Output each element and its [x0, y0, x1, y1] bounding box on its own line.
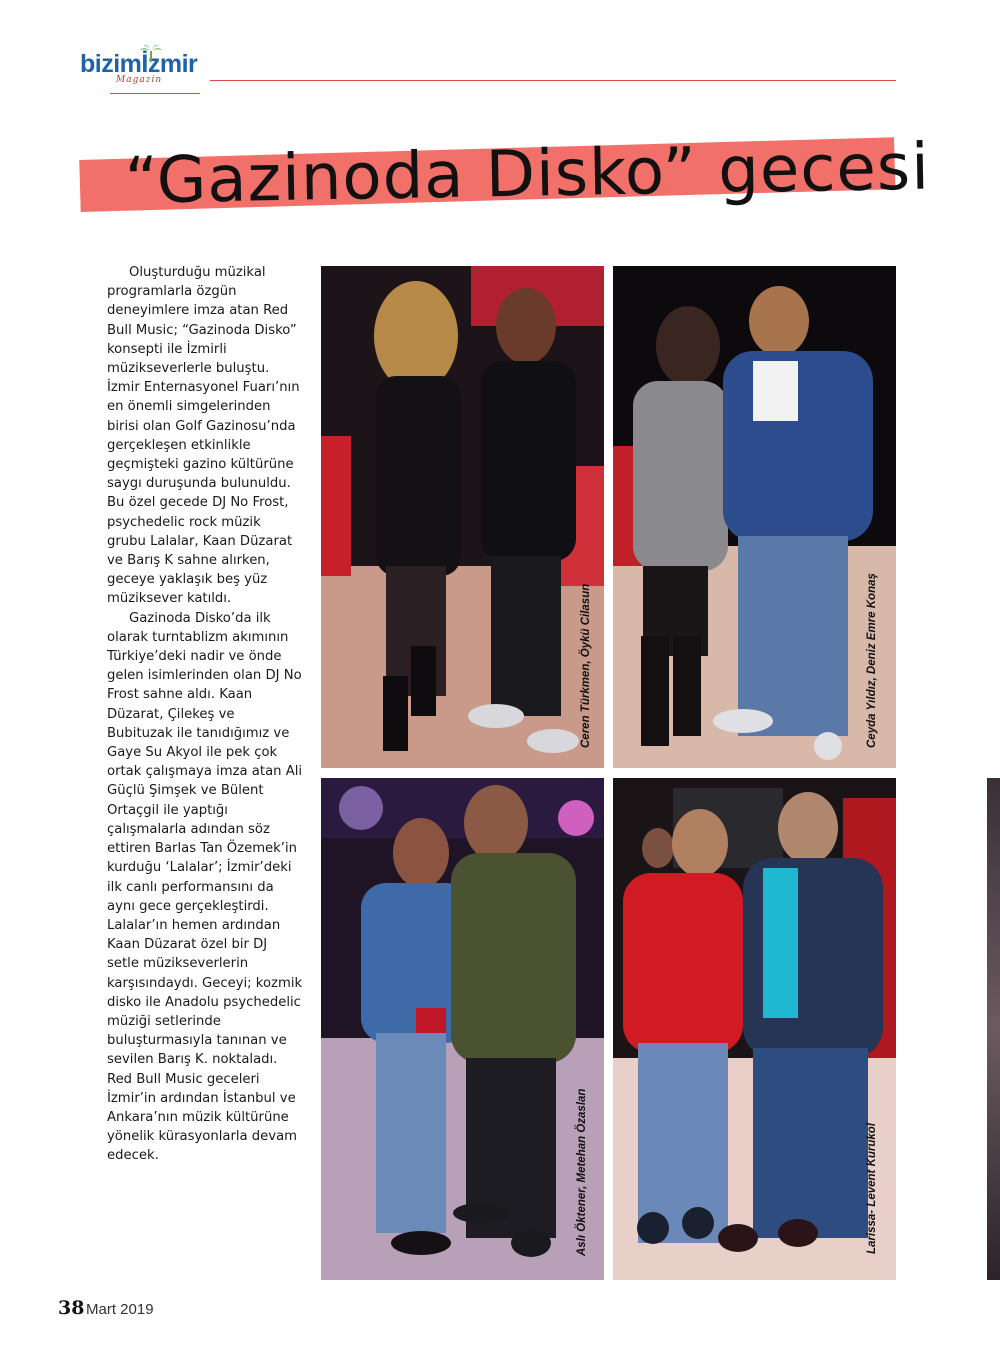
palm-tree-icon	[140, 44, 162, 62]
page-number: 38	[58, 1297, 85, 1319]
photo-caption: Larissa- Levent Kurukol	[866, 1122, 878, 1254]
article-body	[107, 263, 303, 1166]
article-title: “Gazinoda Disko” gecesi	[124, 130, 931, 219]
header-divider	[210, 80, 896, 81]
photo-illustration	[613, 266, 896, 768]
photo-caption: Ceyda Yıldız, Deniz Emre Konaş	[866, 573, 878, 748]
photo-illustration	[613, 778, 896, 1280]
logo-underline	[110, 93, 200, 94]
event-photo-1	[321, 266, 604, 768]
photo-caption: Aslı Öktener, Metehan Özaslan	[576, 1088, 588, 1256]
photo-illustration	[321, 778, 604, 1280]
logo-subtitle: Magazin	[116, 75, 163, 85]
event-photo-2	[613, 266, 896, 768]
logo-word-bizim: bizim	[80, 50, 142, 78]
article-paragraph: Gazinoda Disko’da ilk olarak turntablizm akımının Türkiye’deki nadir ve önde gelen isimlerinden olan DJ No Frost sahne aldı. Kaan Düzarat, Çilekeş ve Bubituzak ile tanıdığımız ve Gaye Su Akyol ile pek çok ortak çalışmaya imza atan Ali Güçlü Şimşek ve Bülent Ortaçgil ile yaptığı çalışmalarla adından söz ettiren Barlas Tan Özemek’in kurduğu ‘Lalalar’; İzmir’deki ilk canlı performansını da aynı gece gerçekleştirdi. Lalalar’ın hemen ardından Kaan Düzarat özel bir DJ setle müzikseverlerin karşısındaydı. Geceyi; kozmik disko ile Anadolu psychedelic müziği setlerinde buluşturmasıyla tanınan ve sevilen Barış K. noktaladı. Red Bull Music geceleri İzmir’in ardından İstanbul ve Ankara’nın müzik kültürüne yönelik kürasyonlarla devam edecek.	[107, 610, 303, 1164]
logo-word-izmir: İzmir	[141, 50, 198, 78]
event-photo-3	[321, 778, 604, 1280]
adjacent-page-photo-edge	[987, 778, 1000, 1280]
photo-caption: Ceren Türkmen, Öykü Cilasun	[580, 583, 592, 748]
event-photo-4	[613, 778, 896, 1280]
photo-illustration	[321, 266, 604, 768]
magazine-logo	[80, 48, 220, 92]
issue-date: Mart 2019	[86, 1301, 154, 1318]
article-paragraph: Oluşturduğu müzikal programlarla özgün deneyimlere imza atan Red Bull Music; “Gazinoda Disko” konsepti ile İzmirli müzikseverlerle buluştu. İzmir Enternasyonel Fuarı’nın en önemli simgelerinden birisi olan Golf Gazinosu’nda gerçekleşen etkinlikle geçmişteki gazino kültürüne saygı duruşunda bulunuldu. Bu özel gecede DJ No Frost, psychedelic rock müzik grubu Lalalar, Kaan Düzarat ve Barış K sahne alırken, geceye yaklaşık beş yüz müziksever katıldı.	[107, 265, 300, 607]
